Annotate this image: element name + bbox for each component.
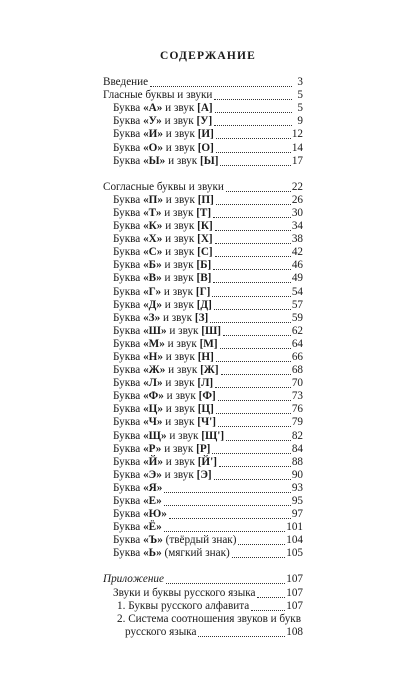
toc-entry[interactable] xyxy=(103,482,303,495)
toc-entry-sound: [Ф] xyxy=(198,390,216,403)
toc-entry-prefix: Буква xyxy=(113,481,144,494)
toc-entry-letter: «Х» xyxy=(143,233,163,246)
toc-entry-letter: «Ф» xyxy=(143,390,164,403)
toc-entry-label xyxy=(113,443,210,456)
toc-entry-sound: [О] xyxy=(197,141,214,154)
toc-entry-prefix: Буква xyxy=(113,377,144,390)
toc-entry-middle: и звук xyxy=(162,128,198,141)
dot-leader xyxy=(214,124,292,126)
toc-entry[interactable] xyxy=(103,312,303,325)
toc-entry-sound: [Ц] xyxy=(197,403,214,416)
toc-entry-letter: «Д» xyxy=(143,298,162,311)
toc-entry-middle: и звук xyxy=(161,115,197,128)
toc-entry-label xyxy=(113,469,212,482)
toc-entry[interactable] xyxy=(103,128,303,141)
toc-entry-page-number: 90 xyxy=(291,468,303,481)
toc-entry[interactable] xyxy=(103,495,303,508)
toc-entry[interactable] xyxy=(103,155,303,168)
toc-entry[interactable] xyxy=(103,220,303,233)
toc-entry-prefix: Буква xyxy=(113,390,144,403)
toc-entry-page-number: 22 xyxy=(291,180,303,193)
toc-entry-page-number: 46 xyxy=(291,259,303,272)
toc-entry-label: Введение xyxy=(103,76,149,89)
toc-entry-page-number: 107 xyxy=(286,599,303,612)
toc-entry-prefix: Буква xyxy=(113,508,144,521)
toc-entry[interactable] xyxy=(103,573,303,586)
toc-entry-letter: «Ш» xyxy=(143,324,167,337)
dot-leader xyxy=(215,111,292,113)
toc-entry-prefix: Буква xyxy=(113,128,144,141)
toc-entry-letter: «Л» xyxy=(143,377,163,390)
toc-entry-middle: и звук xyxy=(162,193,198,206)
toc-entry[interactable] xyxy=(103,338,303,351)
toc-entry[interactable] xyxy=(103,207,303,220)
toc-entry-prefix: Буква xyxy=(113,468,144,481)
toc-entry-label xyxy=(113,207,211,220)
toc-entry-sound: [Э] xyxy=(196,468,212,481)
toc-entry-sound: [К] xyxy=(197,220,213,233)
dot-leader xyxy=(169,517,291,519)
toc-entry[interactable] xyxy=(103,443,303,456)
dot-leader xyxy=(164,491,290,493)
toc-entry-sound: [З] xyxy=(194,311,209,324)
toc-entry-letter: «С» xyxy=(143,246,163,259)
toc-entry-letter: «И» xyxy=(143,128,163,141)
dot-leader xyxy=(220,347,291,349)
toc-entry[interactable] xyxy=(103,600,303,613)
toc-entry-sound: [И] xyxy=(197,128,214,141)
dot-leader xyxy=(218,425,291,427)
toc-entry-middle: и звук xyxy=(161,272,197,285)
toc-entry-middle: и звук xyxy=(162,102,198,115)
toc-entry-label xyxy=(113,377,213,390)
toc-entry-label xyxy=(113,220,213,233)
toc-entry-sound: [Р] xyxy=(196,442,211,455)
toc-entry-label xyxy=(113,534,236,547)
toc-entry-prefix: Буква xyxy=(113,206,144,219)
toc-entry-label xyxy=(113,416,216,429)
toc-entry-label xyxy=(113,194,214,207)
toc-entry-prefix: Буква xyxy=(113,455,144,468)
toc-entry-prefix: Буква xyxy=(113,534,144,547)
toc-entry-sound: [В] xyxy=(196,272,212,285)
toc-entry-page-number: 54 xyxy=(291,285,303,298)
toc-entry-sound: [Т] xyxy=(196,206,212,219)
toc-entry-label xyxy=(113,390,216,403)
toc-entry-middle: и звук xyxy=(166,324,202,337)
toc-entry-label xyxy=(113,495,162,508)
dot-leader xyxy=(215,255,291,257)
toc-entry[interactable] xyxy=(103,246,303,259)
toc-entry-prefix: Буква xyxy=(113,521,144,534)
dot-leader xyxy=(212,452,290,454)
dot-leader xyxy=(216,137,291,139)
toc-entry-prefix: Буква xyxy=(113,495,144,507)
toc-entry-sound: [Ж] xyxy=(200,364,219,377)
toc-entry-middle: (твёрдый знак) xyxy=(162,534,237,547)
toc-entry-sound: [С] xyxy=(197,246,213,259)
toc-entry-page-number: 107 xyxy=(286,586,303,599)
toc-entry-page-number: 62 xyxy=(291,324,303,337)
toc-entry[interactable] xyxy=(103,102,303,115)
toc-entry-label xyxy=(113,482,162,495)
toc-entry-prefix: Буква xyxy=(113,272,144,285)
toc-entry-letter: «Р» xyxy=(143,442,162,455)
toc-entry[interactable] xyxy=(103,299,303,312)
dot-leader xyxy=(238,543,285,545)
toc-entry-page-number: 104 xyxy=(286,534,303,547)
toc-entry-letter: «Ъ» xyxy=(143,534,163,547)
toc-entry-page-number: 30 xyxy=(291,206,303,219)
toc-entry[interactable] xyxy=(103,272,303,285)
toc-entry-letter: «Н» xyxy=(143,350,163,363)
toc-entry-sound: [П] xyxy=(197,193,214,206)
toc-entry-sound: [Г] xyxy=(195,285,211,298)
toc-entry-letter: «Ь» xyxy=(143,547,162,560)
toc-entry-label xyxy=(113,272,211,285)
toc-entry-middle: и звук xyxy=(162,233,198,246)
toc-entry-sound: [Ы] xyxy=(200,154,219,167)
toc-entry-page-number: 17 xyxy=(291,154,303,167)
toc-entry-prefix: Буква xyxy=(113,311,144,324)
toc-entry-middle: и звук xyxy=(161,206,197,219)
toc-entry-sound: [Н] xyxy=(197,350,214,363)
toc-entry-label: русского языка xyxy=(125,625,197,638)
toc-entry-label xyxy=(113,325,221,338)
toc-entry-label xyxy=(113,128,214,141)
toc-entry-label xyxy=(113,259,211,272)
toc-entry-page-number: 95 xyxy=(291,495,303,507)
toc-entry-prefix: Буква xyxy=(113,233,144,246)
toc-entry-page-number: 42 xyxy=(291,246,303,259)
toc-entry-sound: [Х] xyxy=(197,233,213,246)
toc-entry-label xyxy=(113,299,212,312)
toc-entry-page-number: 84 xyxy=(291,442,303,455)
toc-entry-label: Звуки и буквы русского языка xyxy=(113,586,256,599)
toc-entry-page-number: 93 xyxy=(291,481,303,494)
dot-leader xyxy=(221,373,291,375)
toc-entry-prefix: Буква xyxy=(113,298,144,311)
toc-entry-letter: «Щ» xyxy=(143,429,167,442)
toc-entry-page-number: 57 xyxy=(291,298,303,311)
toc-entry-middle: и звук xyxy=(165,364,201,377)
table-of-contents xyxy=(103,76,303,639)
toc-entry-letter: «К» xyxy=(143,220,163,233)
toc-entry[interactable] xyxy=(103,285,303,298)
toc-entry-prefix: Буква xyxy=(113,193,144,206)
dot-leader xyxy=(164,504,291,506)
toc-entry-label: Согласные буквы и звуки xyxy=(103,180,224,193)
toc-entry-label xyxy=(113,312,208,325)
toc-entry-middle: и звук xyxy=(161,468,197,481)
toc-entry-label xyxy=(113,102,213,115)
toc-entry-letter: «Ё» xyxy=(143,521,162,534)
toc-entry[interactable] xyxy=(103,76,303,89)
page-title: СОДЕРЖАНИЕ xyxy=(159,50,257,62)
toc-entry-sound: [А] xyxy=(197,102,213,115)
toc-entry-letter: «Ц» xyxy=(143,403,163,416)
toc-entry[interactable] xyxy=(103,194,303,207)
toc-entry-prefix: Буква xyxy=(113,337,144,350)
toc-entry-middle: и звук xyxy=(162,246,198,259)
toc-entry-prefix: Буква xyxy=(113,141,144,154)
toc-entry-label xyxy=(113,521,162,534)
dot-leader xyxy=(213,281,290,283)
dot-leader xyxy=(214,478,291,480)
toc-entry-label: 1. Буквы русского алфавита xyxy=(117,599,250,612)
toc-entry[interactable] xyxy=(103,403,303,416)
toc-entry-prefix: Буква xyxy=(113,416,144,429)
toc-entry[interactable] xyxy=(103,377,303,390)
toc-entry-middle: и звук xyxy=(161,298,197,311)
toc-entry-middle: и звук xyxy=(162,220,198,233)
toc-entry-label xyxy=(113,286,210,299)
toc-entry-letter: «Т» xyxy=(143,206,162,219)
dot-leader xyxy=(166,582,285,584)
dot-leader xyxy=(219,465,291,467)
toc-entry-middle: и звук xyxy=(162,455,198,468)
toc-entry-page-number: 12 xyxy=(291,128,303,141)
dot-leader xyxy=(226,190,291,192)
toc-entry-page-number: 76 xyxy=(291,403,303,416)
dot-leader xyxy=(150,85,292,87)
dot-leader xyxy=(216,203,291,205)
toc-entry-prefix: Буква xyxy=(113,220,144,233)
toc-entry-label xyxy=(113,155,218,168)
toc-entry[interactable] xyxy=(103,390,303,403)
toc-entry-letter: «Г» xyxy=(143,285,162,298)
toc-entry-label xyxy=(113,430,224,443)
toc-entry-page-number: 5 xyxy=(297,102,303,115)
toc-entry-page-number: 64 xyxy=(291,337,303,350)
toc-entry-letter: «Ю» xyxy=(143,508,167,521)
toc-entry[interactable] xyxy=(103,364,303,377)
toc-entry-letter: «Б» xyxy=(143,259,162,272)
toc-entry-sound: [У] xyxy=(196,115,213,128)
toc-entry-sound: [М] xyxy=(199,337,218,350)
dot-leader xyxy=(251,609,285,611)
toc-entry-middle: и звук xyxy=(162,350,198,363)
toc-entry-middle: и звук xyxy=(162,141,198,154)
toc-entry[interactable] xyxy=(103,534,303,547)
toc-entry-prefix: Буква xyxy=(113,350,144,363)
toc-entry-prefix: Буква xyxy=(113,429,144,442)
toc-entry[interactable] xyxy=(103,586,303,599)
toc-entry-page-number: 5 xyxy=(297,89,303,102)
toc-entry-prefix: Буква xyxy=(113,403,144,416)
toc-entry-letter: «У» xyxy=(143,115,162,128)
toc-entry-letter: «Ч» xyxy=(143,416,163,429)
toc-entry-prefix: Буква xyxy=(113,154,144,167)
toc-entry[interactable] xyxy=(103,456,303,469)
toc-entry-middle: (мягкий знак) xyxy=(161,547,230,560)
toc-entry[interactable] xyxy=(103,521,303,534)
dot-leader xyxy=(216,151,291,153)
toc-entry-page-number: 38 xyxy=(291,233,303,246)
toc-entry-letter: «Ы» xyxy=(143,154,166,167)
dot-leader xyxy=(214,98,292,100)
dot-leader xyxy=(213,216,291,218)
toc-entry-middle: и звук xyxy=(165,154,200,167)
dot-leader xyxy=(216,412,291,414)
toc-entry-label xyxy=(113,364,219,377)
toc-entry-page-number: 108 xyxy=(286,625,303,638)
toc-entry[interactable] xyxy=(103,416,303,429)
toc-entry-middle: и звук xyxy=(161,285,196,298)
dot-leader xyxy=(214,308,291,310)
toc-entry-page-number: 101 xyxy=(286,521,303,534)
toc-entry[interactable] xyxy=(103,89,303,102)
toc-entry-letter: «О» xyxy=(143,141,163,154)
toc-entry-prefix: Буква xyxy=(113,259,144,272)
toc-entry-page-number: 26 xyxy=(291,193,303,206)
toc-entry-page-number: 82 xyxy=(291,429,303,442)
toc-entry-letter: «А» xyxy=(143,102,163,115)
toc-entry-sound: [Ч'] xyxy=(197,416,216,429)
dot-leader xyxy=(223,334,291,336)
toc-entry-label xyxy=(113,547,230,560)
toc-entry-page-number: 97 xyxy=(291,508,303,521)
toc-entry[interactable] xyxy=(103,233,303,246)
toc-entry-page-number: 68 xyxy=(291,364,303,377)
dot-leader xyxy=(218,399,291,401)
dot-leader xyxy=(213,268,291,270)
toc-entry[interactable] xyxy=(103,429,303,442)
toc-entry-prefix: Буква xyxy=(113,102,144,115)
toc-entry[interactable] xyxy=(103,259,303,272)
toc-entry-label xyxy=(113,246,213,259)
toc-entry-middle: и звук xyxy=(161,259,197,272)
toc-entry-label xyxy=(113,403,214,416)
toc-entry-prefix: Буква xyxy=(113,285,144,298)
dot-leader xyxy=(164,530,285,532)
toc-entry-letter: «М» xyxy=(143,337,165,350)
toc-entry-page-number: 66 xyxy=(291,350,303,363)
toc-entry-prefix: Буква xyxy=(113,246,144,259)
toc-entry[interactable] xyxy=(103,469,303,482)
toc-entry-middle: и звук xyxy=(166,429,202,442)
toc-entry-letter: «Е» xyxy=(143,495,162,507)
toc-entry[interactable] xyxy=(103,351,303,364)
toc-entry-label xyxy=(113,351,214,364)
toc-entry-sound: [Щ'] xyxy=(201,429,225,442)
toc-entry-page-number: 73 xyxy=(291,390,303,403)
dot-leader xyxy=(232,556,285,558)
dot-leader xyxy=(220,164,290,166)
dot-leader xyxy=(257,596,285,598)
dot-leader xyxy=(212,295,290,297)
toc-entry-page-number: 70 xyxy=(291,377,303,390)
toc-entry-page-number: 9 xyxy=(297,115,303,128)
toc-entry-sound: [Л] xyxy=(197,377,214,390)
toc-entry-prefix: Буква xyxy=(113,442,144,455)
toc-entry-middle: и звук xyxy=(161,442,197,455)
toc-entry-middle: и звук xyxy=(160,311,195,324)
toc-entry-page-number: 79 xyxy=(291,416,303,429)
toc-entry-page-number: 3 xyxy=(297,76,303,89)
toc-entry-sound: [Й'] xyxy=(197,455,217,468)
toc-entry-middle: и звук xyxy=(163,390,199,403)
toc-entry-sound: [Д] xyxy=(196,298,212,311)
toc-entry-letter: «З» xyxy=(143,311,161,324)
toc-entry-page-number: 107 xyxy=(286,573,303,586)
toc-entry-page-number: 105 xyxy=(286,547,303,560)
toc-entry-sound: [Б] xyxy=(196,259,212,272)
toc-entry-label xyxy=(113,142,214,155)
toc-entry-letter: «Э» xyxy=(143,468,162,481)
toc-entry[interactable] xyxy=(103,547,303,560)
toc-entry-letter: «Ж» xyxy=(143,364,166,377)
toc-entry-label xyxy=(113,456,217,469)
toc-entry[interactable] xyxy=(103,181,303,194)
toc-entry-middle: и звук xyxy=(164,337,200,350)
dot-leader xyxy=(226,439,291,441)
toc-entry-page-number: 14 xyxy=(291,141,303,154)
toc-entry-middle: и звук xyxy=(162,377,198,390)
toc-entry[interactable] xyxy=(103,115,303,128)
toc-entry-prefix: Буква xyxy=(113,364,144,377)
toc-entry-label: 2. Система соотношения звуков и букв xyxy=(117,612,302,625)
toc-entry-page-number: 59 xyxy=(291,311,303,324)
dot-leader xyxy=(215,386,291,388)
toc-entry[interactable] xyxy=(103,508,303,521)
toc-entry-letter: «П» xyxy=(143,193,163,206)
toc-entry[interactable] xyxy=(103,141,303,154)
toc-entry-middle: и звук xyxy=(162,416,198,429)
toc-entry-label xyxy=(113,115,212,128)
toc-entry-letter: «В» xyxy=(143,272,162,285)
toc-entry-letter: «Я» xyxy=(143,481,163,494)
toc-entry-label xyxy=(113,338,218,351)
dot-leader xyxy=(215,242,291,244)
toc-entry-middle: и звук xyxy=(162,403,198,416)
toc-entry-italic-text: Приложение xyxy=(103,573,164,586)
toc-entry[interactable] xyxy=(103,613,303,626)
toc-entry-label xyxy=(113,508,167,521)
toc-entry-prefix: Буква xyxy=(113,324,144,337)
dot-leader xyxy=(210,321,291,323)
toc-entry-prefix: Буква xyxy=(113,547,144,560)
toc-entry-label xyxy=(113,233,213,246)
toc-entry-prefix: Буква xyxy=(113,115,144,128)
toc-entry-label xyxy=(103,573,164,586)
toc-entry-continuation[interactable] xyxy=(103,626,303,639)
toc-entry-letter: «Й» xyxy=(143,455,163,468)
dot-leader xyxy=(216,360,291,362)
toc-entry-sound: [Ш] xyxy=(201,324,222,337)
toc-entry-page-number: 88 xyxy=(291,455,303,468)
toc-entry-page-number: 49 xyxy=(291,272,303,285)
toc-entry-page-number: 34 xyxy=(291,220,303,233)
toc-entry[interactable] xyxy=(103,325,303,338)
toc-entry-label: Гласные буквы и звуки xyxy=(103,89,213,102)
dot-leader xyxy=(215,229,291,231)
dot-leader xyxy=(198,635,285,637)
